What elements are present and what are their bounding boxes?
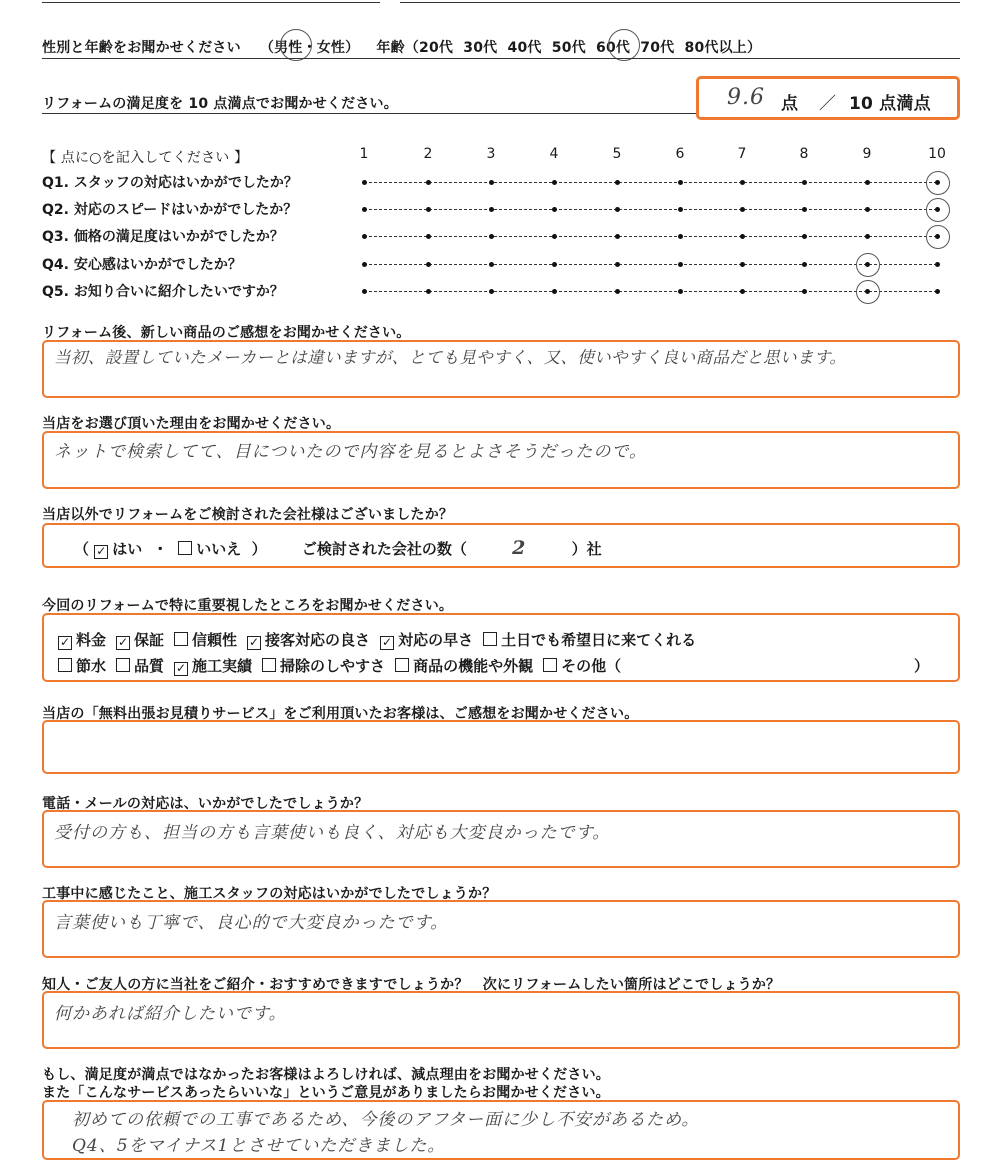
scale-dot-q2-4[interactable] — [552, 207, 557, 212]
scale-dot-q2-9[interactable] — [865, 207, 870, 212]
scale-number-8: 8 — [799, 146, 809, 162]
scale-number-7: 7 — [737, 146, 747, 162]
scale-dot-q3-5[interactable] — [615, 234, 620, 239]
q-important-other-close: ） — [914, 657, 930, 675]
q-estimate-label: 当店の「無料出張お見積りサービス」をご利用頂いたお客様は、ご感想をお聞かせください。 — [42, 706, 639, 722]
scale-dot-q5-5[interactable] — [615, 289, 620, 294]
scale-dot-q4-8[interactable] — [802, 262, 807, 267]
age-label: 年齢（ — [376, 40, 419, 56]
q-product-box[interactable] — [42, 340, 960, 398]
scale-answer-circle-q5 — [856, 280, 880, 304]
q-phone-box[interactable] — [42, 810, 960, 868]
q-other-close: ） — [251, 540, 267, 558]
scale-dot-q5-7[interactable] — [740, 289, 745, 294]
checkbox-icon[interactable]: ✓ — [117, 635, 129, 649]
q-other-no: いいえ — [196, 540, 242, 558]
scale-number-5: 5 — [612, 146, 622, 162]
q-construction-label: 工事中に感じたこと、施工スタッフの対応はいかがでしたでしょうか？ — [42, 886, 497, 902]
overall-score-max: 10 点満点 — [849, 94, 931, 114]
scale-number-3: 3 — [486, 146, 496, 162]
age-40[interactable]: 40代 — [507, 40, 542, 56]
q-other-yes-checkbox[interactable]: ✓ — [96, 544, 107, 558]
q-deduction-label-1: もし、満足度が満点ではなかったお客様はよろしければ、減点理由をお聞かせください。 — [42, 1067, 610, 1083]
checkbox-icon[interactable] — [395, 658, 409, 672]
scale-dot-q1-8[interactable] — [802, 180, 807, 185]
scale-dot-q1-3[interactable] — [489, 180, 494, 185]
scale-dot-q5-2[interactable] — [426, 289, 431, 294]
scale-number-4: 4 — [549, 146, 559, 162]
important-option-label: 料金 — [76, 631, 107, 649]
overall-score-value: 9.6 — [727, 85, 765, 110]
q-recommend-label: 知人・ご友人の方に当社をご紹介・おすすめできますでしょうか？ 次にリフォームしたい箇所はどこでしょうか？ — [42, 977, 781, 993]
gender-age-label: 性別と年齢をお聞かせください — [42, 40, 241, 56]
q-other-box — [42, 523, 960, 568]
q-other-options — [74, 537, 602, 559]
important-option-row1-6[interactable] — [483, 629, 696, 650]
scale-number-10: 10 — [928, 146, 946, 162]
scale-number-6: 6 — [675, 146, 685, 162]
important-option-row2-2[interactable] — [116, 655, 164, 676]
scale-dot-q3-2[interactable] — [426, 234, 431, 239]
important-option-label: 土日でも希望日に来てくれる — [501, 631, 697, 649]
q-important-row1 — [58, 629, 706, 650]
scale-dot-q3-4[interactable] — [552, 234, 557, 239]
scale-dot-q4-4[interactable] — [552, 262, 557, 267]
scale-dot-q1-4[interactable] — [552, 180, 557, 185]
scale-dot-q1-5[interactable] — [615, 180, 620, 185]
scale-answer-circle-q4 — [856, 253, 880, 277]
important-option-row1-4[interactable] — [247, 629, 370, 650]
q-product-answer: 当初、設置していたメーカーとは違いますが、とても見やすく、又、使いやすく良い商品だと思います。 — [54, 348, 847, 367]
scale-answer-circle-q2 — [926, 198, 950, 222]
q-deduction-box[interactable] — [42, 1100, 960, 1160]
age-20[interactable]: 20代 — [419, 40, 454, 56]
important-option-row1-3[interactable] — [174, 629, 237, 650]
scale-answer-circle-q1 — [926, 171, 950, 195]
q-other-count[interactable]: 2 — [512, 537, 527, 559]
important-option-label: 接客対応の良さ — [265, 631, 371, 649]
scale-dot-q4-5[interactable] — [615, 262, 620, 267]
q-other-count-unit: ）社 — [571, 540, 602, 558]
scale-question-q3: Q3. 価格の満足度はいかがでしたか？ — [42, 229, 284, 245]
scale-dot-q2-3[interactable] — [489, 207, 494, 212]
checkbox-icon[interactable] — [543, 658, 557, 672]
gender-sep: ・ — [302, 40, 317, 56]
scale-question-q4: Q4. 安心感はいかがでしたか？ — [42, 257, 242, 273]
top-rule-left — [42, 2, 380, 3]
scale-dot-q5-3[interactable] — [489, 289, 494, 294]
q-reason-answer: ネットで検索してて、目についたので内容を見るとよさそうだったので。 — [54, 442, 647, 462]
important-option-label: 掃除のしやすさ — [280, 657, 386, 675]
q-other-yes: はい — [112, 540, 143, 558]
scale-dot-q4-6[interactable] — [678, 262, 683, 267]
scale-dot-q3-1[interactable] — [362, 234, 367, 239]
important-option-row1-5[interactable] — [380, 629, 473, 650]
scale-question-q1: Q1. スタッフの対応はいかがでしたか？ — [42, 175, 298, 191]
scale-number-2: 2 — [423, 146, 433, 162]
important-option-label: 信頼性 — [192, 631, 238, 649]
scale-dot-q4-3[interactable] — [489, 262, 494, 267]
q-other-count-label: ご検討された会社の数（ — [301, 540, 467, 558]
checkbox-icon[interactable] — [58, 658, 72, 672]
scale-dot-q2-6[interactable] — [678, 207, 683, 212]
scale-dot-q1-7[interactable] — [740, 180, 745, 185]
overall-label: リフォームの満足度を 10 点満点でお聞かせください。 — [42, 96, 398, 112]
important-option-row1-2[interactable] — [116, 629, 164, 650]
checkbox-icon[interactable]: ✓ — [176, 661, 187, 675]
important-option-row2-5[interactable] — [395, 655, 533, 676]
q-other-sep: ・ — [152, 540, 168, 558]
scale-number-9: 9 — [862, 146, 872, 162]
scale-dot-q4-10[interactable] — [935, 262, 940, 267]
age-60[interactable]: 60代 — [596, 40, 631, 56]
scale-dot-q3-9[interactable] — [865, 234, 870, 239]
overall-score-unit: 点 — [781, 94, 799, 114]
age-70[interactable]: 70代 — [640, 40, 675, 56]
scale-number-1: 1 — [359, 146, 369, 162]
overall-score-slash: ／ — [819, 94, 837, 114]
important-option-row2-4[interactable] — [262, 655, 385, 676]
q-construction-box[interactable] — [42, 900, 960, 958]
scale-dot-q1-2[interactable] — [426, 180, 431, 185]
scale-line-q2 — [364, 209, 937, 210]
q-product-label: リフォーム後、新しい商品のご感想をお聞かせください。 — [42, 325, 411, 341]
important-option-label: 保証 — [134, 631, 165, 649]
checkbox-icon[interactable] — [262, 658, 276, 672]
gender-open: （ — [259, 40, 275, 56]
scale-answer-circle-q3 — [926, 225, 950, 249]
q-important-box — [42, 613, 960, 682]
scale-dot-q1-9[interactable] — [865, 180, 870, 185]
scale-dot-q1-6[interactable] — [678, 180, 683, 185]
scale-dot-q4-1[interactable] — [362, 262, 367, 267]
age-30[interactable]: 30代 — [463, 40, 498, 56]
q-important-row2 — [58, 655, 631, 676]
q-deduction-label-2: また「こんなサービスあったらいいな」というご意見がありましたらお聞かせください。 — [42, 1085, 610, 1101]
q-important-label: 今回のリフォームで特に重要視したところをお聞かせください。 — [42, 598, 454, 614]
important-option-label: 施工実績 — [192, 657, 253, 675]
q-recommend-box[interactable] — [42, 991, 960, 1049]
overall-rule — [42, 113, 696, 114]
scale-line-q4 — [364, 264, 937, 265]
scale-dot-q5-10[interactable] — [935, 289, 940, 294]
q-reason-label: 当店をお選び頂いた理由をお聞かせください。 — [42, 416, 341, 432]
important-option-row1-1[interactable] — [58, 629, 106, 650]
q-estimate-box[interactable] — [42, 720, 960, 774]
scale-dot-q4-7[interactable] — [740, 262, 745, 267]
scale-dot-q5-6[interactable] — [678, 289, 683, 294]
scale-line-q5 — [364, 291, 937, 292]
important-option-label: 商品の機能や外観 — [413, 657, 534, 675]
q-deduction-answer-1: 初めての依頼での工事であるため、今後のアフター面に少し不安があるため。 — [72, 1110, 700, 1130]
scale-dot-q5-8[interactable] — [802, 289, 807, 294]
scale-dot-q3-8[interactable] — [802, 234, 807, 239]
checkbox-icon[interactable]: ✓ — [249, 635, 260, 649]
scale-dot-q4-2[interactable] — [426, 262, 431, 267]
q-other-label: 当店以外でリフォームをご検討された会社様はございましたか？ — [42, 507, 454, 523]
important-option-row2-6[interactable] — [543, 655, 621, 676]
checkbox-icon[interactable]: ✓ — [382, 635, 393, 649]
important-option-label: その他（ — [561, 657, 622, 675]
important-option-label: 品質 — [134, 657, 165, 675]
scale-line-q3 — [364, 236, 937, 237]
scale-dot-q5-4[interactable] — [552, 289, 557, 294]
gender-male[interactable]: 男性 — [274, 40, 303, 56]
scale-line-q1 — [364, 182, 937, 183]
q-phone-label: 電話・メールの対応は、いかがでしたでしょうか？ — [42, 796, 369, 812]
age-close: ） — [746, 40, 762, 56]
scale-dot-q2-5[interactable] — [615, 207, 620, 212]
scale-question-q2: Q2. 対応のスピードはいかがでしたか？ — [42, 202, 298, 218]
age-80[interactable]: 80代以上 — [684, 40, 747, 56]
checkbox-icon[interactable] — [174, 632, 188, 646]
overall-score-box[interactable] — [696, 76, 960, 120]
gender-circle-mark — [280, 29, 312, 61]
age-50[interactable]: 50代 — [551, 40, 586, 56]
scale-dot-q3-3[interactable] — [489, 234, 494, 239]
q-other-open: （ — [74, 540, 90, 558]
scale-dot-q2-1[interactable] — [362, 207, 367, 212]
important-option-label: 対応の早さ — [398, 631, 474, 649]
q-deduction-answer-2: Q4、5をマイナス1とさせていただきました。 — [72, 1136, 446, 1156]
q-reason-box[interactable] — [42, 431, 960, 489]
scale-question-q5: Q5. お知り合いに紹介したいですか？ — [42, 284, 284, 300]
gender-female[interactable]: 女性 — [316, 40, 346, 56]
q-construction-answer: 言葉使いも丁寧で、良心的で大変良かったです。 — [54, 913, 449, 933]
scale-dot-q3-6[interactable] — [678, 234, 683, 239]
top-rule-right — [400, 2, 960, 3]
scale-dot-q5-1[interactable] — [362, 289, 367, 294]
checkbox-icon[interactable] — [116, 658, 130, 672]
gender-age-rule — [42, 58, 960, 59]
q-phone-answer: 受付の方も、担当の方も言葉使いも良く、対応も大変良かったです。 — [54, 823, 611, 843]
age-circle-mark — [608, 29, 640, 61]
gender-age-row — [42, 37, 761, 57]
checkbox-icon[interactable]: ✓ — [59, 635, 71, 649]
scale-instruction: 【 点に○を記入してください 】 — [42, 150, 249, 166]
important-option-row2-3[interactable] — [174, 655, 252, 676]
q-recommend-answer: 何かあれば紹介したいです。 — [54, 1004, 287, 1024]
scale-dot-q2-7[interactable] — [740, 207, 745, 212]
important-option-row2-1[interactable] — [58, 655, 106, 676]
scale-dot-q2-2[interactable] — [426, 207, 431, 212]
checkbox-icon[interactable] — [483, 632, 497, 646]
important-option-label: 節水 — [76, 657, 107, 675]
scale-dot-q1-1[interactable] — [362, 180, 367, 185]
q-other-no-checkbox[interactable] — [178, 541, 192, 555]
gender-close: ） — [345, 40, 360, 56]
scale-dot-q3-7[interactable] — [740, 234, 745, 239]
scale-dot-q2-8[interactable] — [802, 207, 807, 212]
